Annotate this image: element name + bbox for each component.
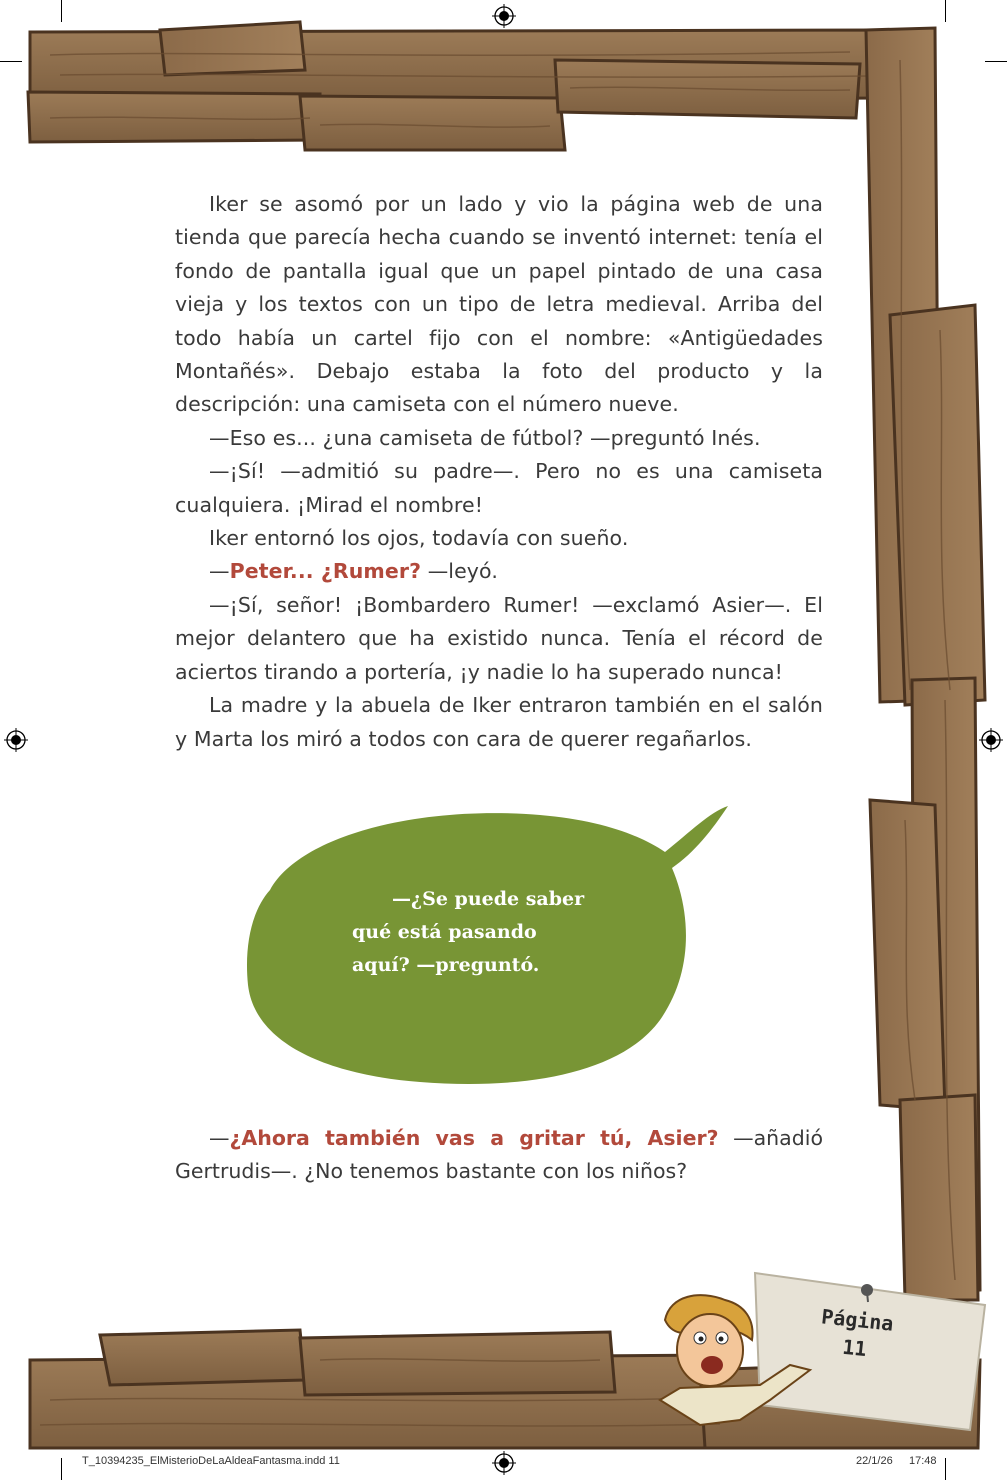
paragraph: Iker entornó los ojos, todavía con sueño. [209,526,629,551]
page-word: Página [820,1304,895,1336]
right-planks [866,28,985,1300]
dialogue-rest: —leyó. [421,559,498,584]
crop-mark [61,0,62,22]
paragraph: —¡Sí! —admitió su padre—. Pero no es una camiseta cualquiera. ¡Mirad el nombre! [175,459,823,517]
dash: — [209,1126,230,1150]
paragraph: La madre y la abuela de Iker entraron también en el salón y Marta los miró a todos con cara de querer regañarlos. [175,693,823,751]
footer-time: 17:48 [909,1455,937,1467]
footer-filename: T_10394235_ElMisterioDeLaAldeaFantasma.indd 11 [82,1455,340,1467]
paragraph: —¡Sí, señor! ¡Bombardero Rumer! —exclamó Asier—. El mejor delantero que ha existido nunca. Tenía el récord de aciertos tirando a portería, ¡y nadie lo ha superado nunca! [175,592,823,684]
bubble-line: aquí? —preguntó. [352,954,540,976]
crop-mark [61,1458,62,1480]
highlight-text: ¿Ahora también vas a gritar tú, Asier? [229,1126,719,1150]
highlight-text: Peter... ¿Rumer? [229,559,422,584]
crop-mark [945,0,946,22]
crop-mark [985,61,1007,62]
top-planks [28,22,882,150]
paragraph: Iker se asomó por un lado y vio la página web de una tienda que parecía hecha cuando se inventó internet: tenía el fondo de pantalla igual que un papel pintado de una casa vieja y los textos con un tipo de letra medieval. Arriba del todo había un cartel fijo con el nombre: «Antigüedades Montañés». Debajo estaba la foto del producto y la descripción: una camiseta con el número nueve. [175,192,823,417]
page-number: 11 [841,1334,868,1362]
story-text [175,188,823,756]
paragraph [175,1122,823,1189]
bubble-line: qué está pasando [352,921,537,943]
final-dialogue [175,1122,823,1189]
footer-date: 22/1/26 [856,1455,893,1467]
registration-mark-icon [4,728,28,752]
crop-mark [945,1458,946,1480]
speech-bubble-text [352,883,602,982]
bubble-line: —¿Se puede saber [392,888,585,910]
registration-mark-icon [492,1451,516,1475]
crop-mark [0,61,22,62]
paragraph-rumer [175,555,823,588]
registration-mark-icon [979,728,1003,752]
page-number-tag [803,1301,908,1367]
paragraph: —Eso es... ¿una camiseta de fútbol? —preguntó Inés. [209,425,761,450]
dialogue-rest: —añadió Gertrudis—. ¿No tenemos bastante con los niños? [175,1126,823,1184]
registration-mark-icon [492,4,516,28]
dash: — [209,559,230,584]
